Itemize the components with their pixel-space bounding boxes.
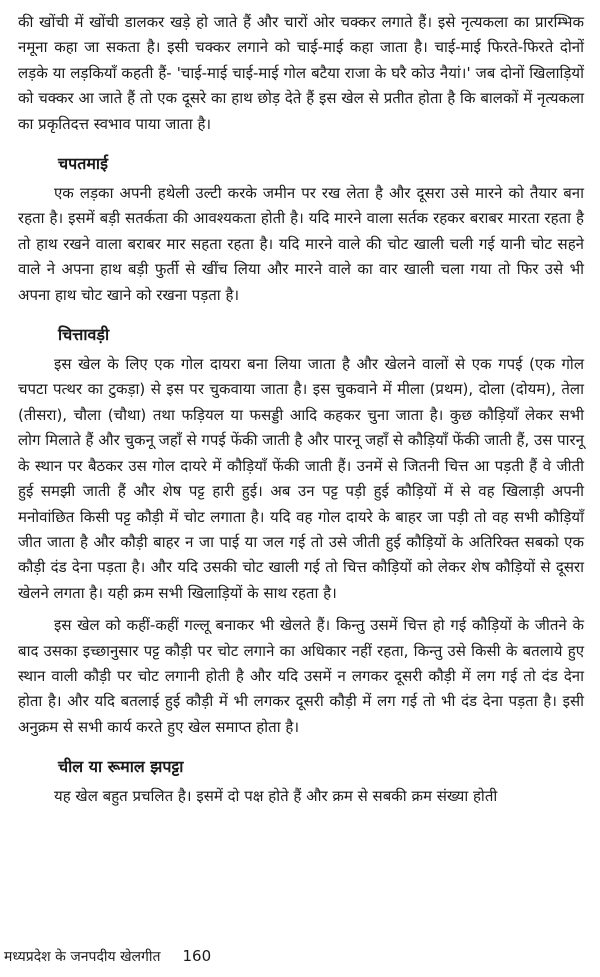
page-number: 160 xyxy=(182,947,212,965)
heading-chittavadi: चित्तावड़ी xyxy=(58,325,110,345)
heading-cheel-rumal: चील या रूमाल झपट्टा xyxy=(58,757,184,777)
paragraph-chittavadi-2: इस खेल को कहीं-कहीं गल्लू बनाकर भी खेलते हैं। किन्तु उसमें चित्त हो गई कौड़ियों के जीतने के बाद उसका इच्छानुसार पट्ट कौड़ी पर चोट लगाने का अधिकार नहीं रहता, किन्तु उसे किसी के बतलाये हुए स्थान वाली कौड़ी पर चोट लगानी होती है और यदि उसमें न लगकर दूसरी कौड़ी में लग गई तो दंड देना होता है। और यदि बतलाई हुई कौड़ी में भी लगकर दूसरी कौड़ी में लग गई तो भी दंड देना पड़ता है। इसी अनुक्रम से सभी कार्य करते हुए खेल समाप्त होता है। xyxy=(18,616,584,736)
paragraph-chittavadi-1: इस खेल के लिए एक गोल दायरा बना लिया जाता है और खेलने वालों से एक गपई (एक गोल चपटा पत्थर का टुकड़ा) से इस पर चुकवाया जाता है। इस चुकवाने में मीला (प्रथम), दोला (दोयम), तेला (तीसरा), चौला (चौथा) तथा फड़ियल या फसड्डी आदि कहकर चुना जाता है। कुछ कौड़ियाँ लेकर सभी लोग मिलाते हैं और चुकनू जहाँ से गपई फेंकी जाती है और पारनू जहाँ से कौड़ियाँ फेंकी जाती हैं, उस पारनू के स्थान पर बैठकर उस गोल दायरे में कौड़ियाँ फेंकी जाती हैं। उनमें से जितनी चित्त आ पड़ती हैं वे जीती हुई समझी जाती हैं और शेष पट्ट हारी हुई। अब उन पट्ट पड़ी हुई कौड़ियों में से वह खिलाड़ी अपनी मनोवांछित किसी पट्ट कौड़ी में चोट लगाता है। यदि वह गोल दायरे के बाहर जा पड़ी तो वह सभी कौड़ियाँ जीत जाता है और कौड़ी बाहर न जा पाई या जल गई तो उसे जीती हुई कौड़ियों के अतिरिक्त सबको एक कौड़ी दंड देना पड़ता है। और यदि उसकी चोट खाली गई तो चित्त कौड़ियों को लेकर शेष कौड़ियों से दूसरा खेलने लगता है। यही क्रम सभी खिलाड़ियों के साथ रहता है। xyxy=(18,355,584,602)
paragraph-intro: की खोंची में खोंची डालकर खड़े हो जाते हैं और चारों ओर चक्कर लगाते हैं। इसे नृत्यकला का प्रारम्भिक नमूना कहा जा सकता है। इसी चक्कर लगाने को चाई-माई कहा जाता है। चाई-माई फिरते-फिरते दोनों लड़के या लड़कियाँ कहती हैं- 'चाई-माई चाई-माई गोल बटैया राजा के घरै कोउ नैयां।' जब दोनों खिलाड़ियों को चक्कर आ जाते हैं तो एक दूसरे का हाथ छोड़ देते हैं इस खेल से प्रतीत होता है कि बालकों में नृत्यकला का प्रकृतिदत्त स्वभाव पाया जाता है। xyxy=(18,13,584,133)
heading-chapatmai: चपतमाई xyxy=(58,154,108,174)
paragraph-cheel-rumal: यह खेल बहुत प्रचलित है। इसमें दो पक्ष होते हैं और क्रम से सबकी क्रम संख्या होती xyxy=(54,787,498,806)
paragraph-chapatmai: एक लड़का अपनी हथेली उल्टी करके जमीन पर रख लेता है और दूसरा उसे मारने को तैयार बना रहता है। इसमें बड़ी सतर्कता की आवश्यकता होती है। यदि मारने वाला सर्तक रहकर बराबर मारता रहता है तो हाथ रखने वाला बराबर मार सहता रहता है। यदि मारने वाले की चोट खाली चली गई यानी चोट सहने वाले ने अपना हाथ बड़ी फुर्ती से खींच लिया और मारने वाले का वार खाली चला गया तो फिर उसे भी अपना हाथ चोट खाने को रखना पड़ता है। xyxy=(18,184,584,304)
page-body xyxy=(18,10,584,810)
footer-book-title: मध्यप्रदेश के जनपदीय खेलगीत xyxy=(4,949,161,965)
page-footer xyxy=(4,946,211,967)
paragraph-gap xyxy=(18,606,584,613)
